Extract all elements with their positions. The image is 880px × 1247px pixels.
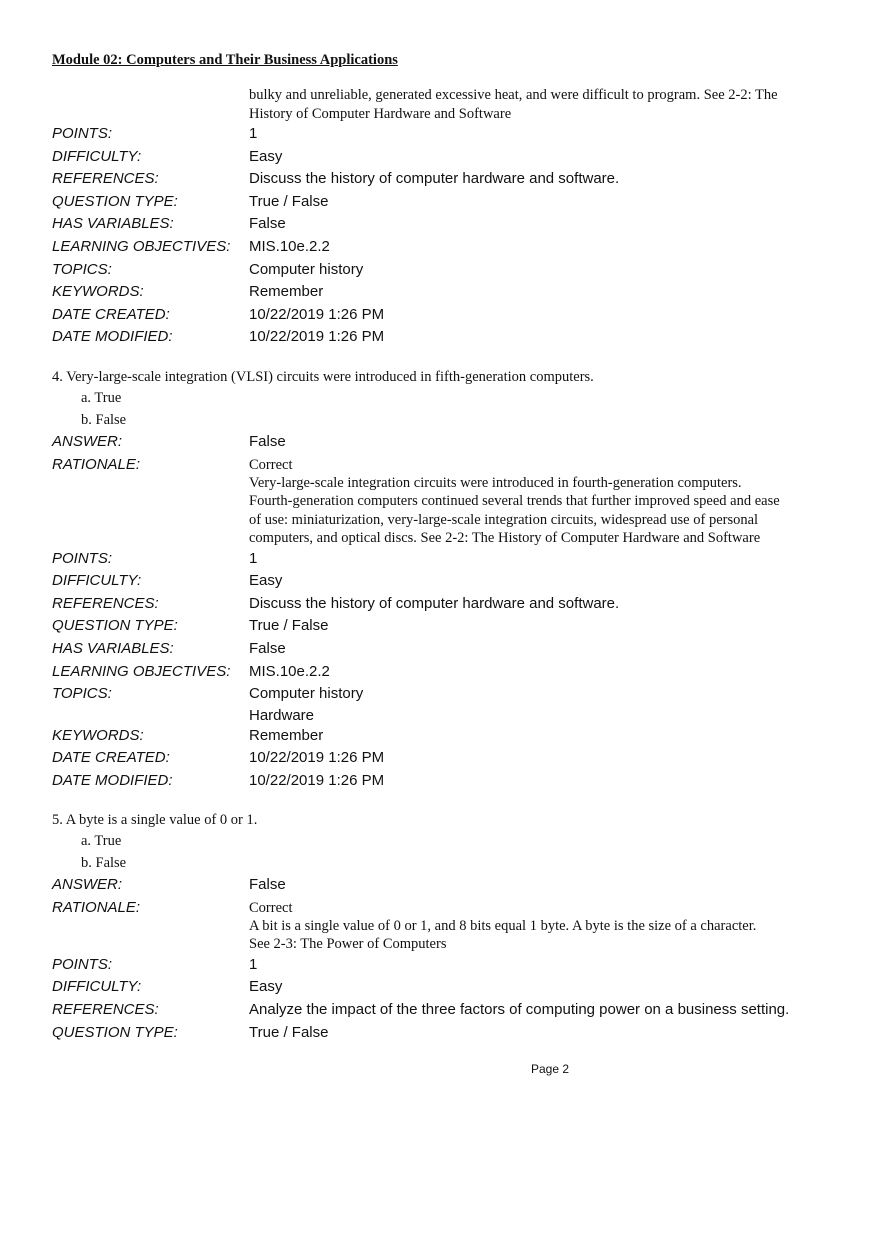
field-question-type: QUESTION TYPE: True / False xyxy=(52,192,329,210)
field-topics: TOPICS: Computer history Hardware xyxy=(52,683,842,725)
rationale-line: A bit is a single value of 0 or 1, and 8 bits equal 1 byte. A byte is the size of a character. xyxy=(249,918,757,934)
field-question-type: QUESTION TYPE: True / False xyxy=(52,617,329,635)
field-learning-objectives: LEARNING OBJECTIVES: MIS.10e.2.2 xyxy=(52,662,330,680)
field-difficulty: DIFFICULTY: Easy xyxy=(52,572,283,590)
field-keywords: KEYWORDS: Remember xyxy=(52,726,324,744)
field-difficulty: DIFFICULTY: Easy xyxy=(52,978,283,996)
rationale-continuation xyxy=(52,86,842,123)
rationale-line: Correct xyxy=(249,899,293,916)
choice-a: a. True xyxy=(81,390,122,406)
field-date-created: DATE CREATED: 10/22/2019 1:26 PM xyxy=(52,305,385,323)
field-references: REFERENCES: Analyze the impact of the three factors of computing power on a business setting. xyxy=(52,1001,790,1018)
field-topics: TOPICS: Computer history xyxy=(52,260,364,278)
rationale-line: computers, and optical discs. See 2-2: The History of Computer Hardware and Software xyxy=(249,530,761,547)
field-points: POINTS: 1 xyxy=(52,955,258,973)
field-date-modified: DATE MODIFIED: 10/22/2019 1:26 PM xyxy=(52,771,385,789)
rationale-line: of use: miniaturization, very-large-scale integration circuits, widespread use of personal xyxy=(249,511,759,528)
page-number: Page 2 xyxy=(530,1062,570,1076)
question-text: 5. A byte is a single value of 0 or 1. xyxy=(52,812,258,828)
field-references: REFERENCES: Discuss the history of computer hardware and software. xyxy=(52,594,620,612)
rationale-line: bulky and unreliable, generated excessive heat, and were difficult to program. See 2-2: The xyxy=(249,87,778,103)
field-rationale: RATIONALE: Correct A bit is a single value of 0 or 1, and 8 bits equal 1 byte. A byte is the size of a character. See 2-3: The Power of Computers xyxy=(52,897,842,954)
field-keywords: KEYWORDS: Remember xyxy=(52,283,324,301)
rationale-line: See 2-3: The Power of Computers xyxy=(249,936,447,953)
field-answer: ANSWER: False xyxy=(52,433,286,450)
rationale-line: Correct xyxy=(249,456,293,473)
field-rationale: RATIONALE: Correct Very-large-scale integration circuits were introduced in fourth-generation computers. Fourth-generation computers continued several trends that further improved speed and ease of use: miniaturization, very-large-scale integration circuits, widespread use of personal computers, and optical discs. See 2-2: The History of Computer Hardware and Software xyxy=(52,454,842,548)
rationale-line: Fourth-generation computers continued several trends that further improved speed and ease xyxy=(249,493,780,510)
field-date-created: DATE CREATED: 10/22/2019 1:26 PM xyxy=(52,749,385,767)
field-points: POINTS: 1 xyxy=(52,549,258,567)
field-learning-objectives: LEARNING OBJECTIVES: MIS.10e.2.2 xyxy=(52,237,330,255)
question-5 xyxy=(52,810,842,1044)
question-4 xyxy=(52,367,842,793)
question-text: 4. Very-large-scale integration (VLSI) circuits were introduced in fifth-generation computers. xyxy=(52,369,594,385)
field-has-variables: HAS VARIABLES: False xyxy=(52,215,286,233)
choice-a: a. True xyxy=(81,833,122,849)
field-points: POINTS: 1 xyxy=(52,125,258,142)
field-has-variables: HAS VARIABLES: False xyxy=(52,640,286,657)
module-title: Module 02: Computers and Their Business Applications xyxy=(52,52,398,68)
choice-b: b. False xyxy=(81,855,127,871)
field-question-type: QUESTION TYPE: True / False xyxy=(52,1023,329,1041)
field-date-modified: DATE MODIFIED: 10/22/2019 1:26 PM xyxy=(52,328,385,346)
field-references: REFERENCES: Discuss the history of computer hardware and software. xyxy=(52,170,620,188)
question-3-continuation xyxy=(52,86,842,349)
field-answer: ANSWER: False xyxy=(52,876,286,893)
rationale-line: Very-large-scale integration circuits were introduced in fourth-generation computers. xyxy=(249,475,742,491)
field-difficulty: DIFFICULTY: Easy xyxy=(52,147,283,165)
topic: Computer history xyxy=(249,685,364,703)
rationale-line: History of Computer Hardware and Software xyxy=(249,105,512,122)
topic: Hardware xyxy=(249,706,315,724)
choice-b: b. False xyxy=(81,412,127,428)
